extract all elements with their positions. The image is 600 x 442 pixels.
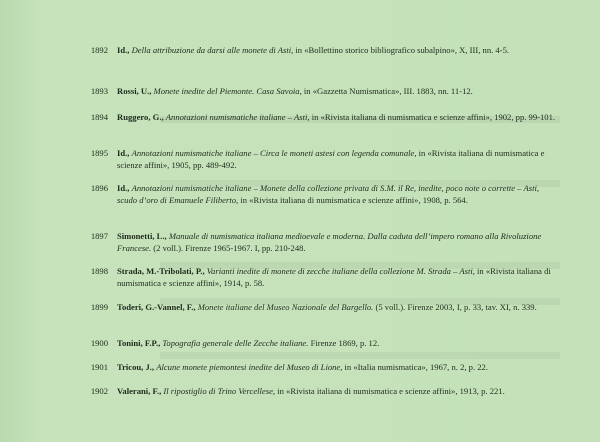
entry-author: Tonini, F.P., — [117, 338, 161, 348]
entry-title: Topografia generale delle Zecche italiane. — [162, 338, 309, 348]
entry-number: 1899 — [90, 302, 108, 312]
entry-title: Annotazioni numismatiche italiane – Asti, — [165, 112, 310, 122]
entry-text — [117, 147, 557, 171]
entry-details: in «Rivista italiana di numismatica e scienze affini», 1905, pp. 489-492. — [117, 148, 545, 170]
entry-details: in «Bollettino storico bibliografico subalpino», X, III, nn. 4-5. — [295, 45, 510, 55]
entry-text — [117, 182, 557, 206]
entry-details: in «Rivista italiana di numismatica e scienze affini», 1908, p. 564. — [240, 195, 468, 205]
entry-details: in «Rivista italiana di numismatica e scienze affini», 1914, p. 58. — [117, 266, 551, 288]
entry-text — [117, 85, 557, 97]
entry-details: in «Gazzetta Numismatica», III. 1883, nn. 11-12. — [303, 86, 473, 96]
entry-title: Alcune monete piemontesi inedite del Museo di Lione, — [156, 362, 343, 372]
entry-author: Id., — [117, 45, 130, 55]
entry-details: Firenze 1869, p. 12. — [310, 338, 380, 348]
entry-details: (5 voll.). Firenze 2003, I, p. 33, tav. XI, n. 339. — [375, 302, 537, 312]
entry-title: Annotazioni numismatiche italiane – Circa le moneti astesi con legenda comunale, — [131, 148, 417, 158]
entry-details: (2 voll.). Firenze 1965-1967. I, pp. 210-248. — [153, 243, 306, 253]
entry-text — [117, 337, 557, 349]
entry-author: Id., — [117, 183, 130, 193]
entry-title: Il ripostiglio di Trino Vercellese, — [163, 386, 276, 396]
entry-author: Toderi, G.-Vannel, F., — [117, 302, 196, 312]
entry-author: Rossi, U., — [117, 86, 152, 96]
entry-title: Monete inedite del Piemonte. Casa Savoia, — [153, 86, 302, 96]
entry-title: Della attribuzione da darsi alle monete di Asti, — [131, 45, 294, 55]
bleed-through-line — [160, 352, 560, 359]
entry-author: Valerani, F., — [117, 386, 162, 396]
entry-number: 1894 — [90, 112, 108, 122]
entry-number: 1897 — [90, 231, 108, 241]
entry-author: Tricou, J., — [117, 362, 155, 372]
entry-number: 1901 — [90, 362, 108, 372]
entry-details: in «Rivista italiana di numismatica e scienze affini», 1902, pp. 99-101. — [311, 112, 556, 122]
entry-number: 1893 — [90, 86, 108, 96]
entry-number: 1900 — [90, 338, 108, 348]
entry-text — [117, 265, 557, 289]
entry-text — [117, 301, 557, 313]
entry-details: in «Italia numismatica», 1967, n. 2, p. 22. — [344, 362, 488, 372]
entry-text — [117, 361, 557, 373]
entry-text — [117, 44, 557, 56]
entry-number: 1892 — [90, 45, 108, 55]
entry-text — [117, 111, 557, 123]
entry-title: Varianti inedite di monete di zecche italiane della collezione M. Strada – Asti, — [206, 266, 475, 276]
entry-number: 1898 — [90, 266, 108, 276]
entry-number: 1895 — [90, 148, 108, 158]
entry-author: Ruggero, G., — [117, 112, 164, 122]
entry-details: in «Rivista italiana di numismatica e scienze affini», 1913, p. 221. — [277, 386, 505, 396]
entry-text — [117, 230, 557, 254]
entry-title: Monete italiane del Museo Nazionale del Bargello. — [197, 302, 374, 312]
entry-number: 1902 — [90, 386, 108, 396]
entry-text — [117, 385, 557, 397]
entry-number: 1896 — [90, 183, 108, 193]
entry-title: Manuale di numismatica italiana medioevale e moderna. Dalla caduta dell’impero romano alla Rivoluzione Francese. — [117, 231, 542, 253]
entry-author: Simonetti, L., — [117, 231, 167, 241]
entry-title: Annotazioni numismatiche italiane – Monete della collezione privata di S.M. il Re, inedite, poco note o corrette – Asti, scudo d’oro di Emanuele Filiberto, — [117, 183, 539, 205]
entry-author: Strada, M.-Tribolati, P., — [117, 266, 205, 276]
entry-author: Id., — [117, 148, 130, 158]
